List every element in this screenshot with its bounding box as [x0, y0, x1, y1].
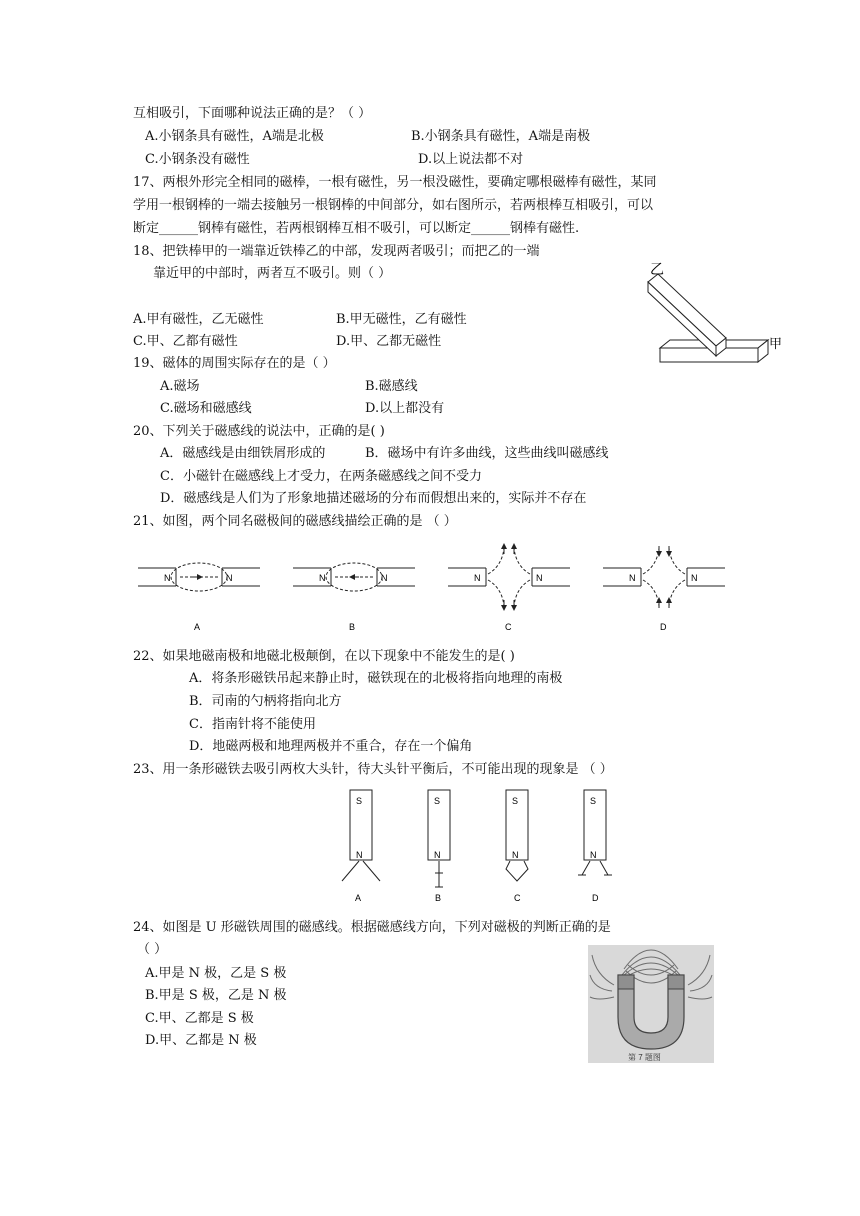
q24-paren: （ ）	[137, 942, 168, 957]
q19-option-a: A.磁场	[160, 379, 200, 394]
q16-stem: 互相吸引，下面哪种说法正确的是？（ ）	[133, 106, 372, 121]
q18-bars-figure	[640, 260, 790, 370]
q19-option-c: C.磁场和磁感线	[160, 401, 252, 416]
q24-stem: 24、如图是 U 形磁铁周围的磁感线。根据磁感线方向，下列对磁极的判断正确的是	[133, 920, 611, 935]
svg-text:B: B	[349, 622, 356, 632]
svg-text:A: A	[194, 622, 201, 632]
q18-label-yi: 乙	[650, 261, 664, 277]
q24-option-d: D.甲、乙都是 N 极	[145, 1033, 257, 1048]
svg-text:D: D	[660, 622, 667, 632]
q23-stem: 23、用一条形磁铁去吸引两枚大头针，待大头针平衡后，不可能出现的现象是 （ ）	[133, 762, 613, 777]
q16-option-d: D.以上说法都不对	[418, 152, 524, 167]
q21-diagram-d	[603, 546, 725, 632]
q21-stem: 21、如图，两个同名磁极间的磁感线描绘正确的是 （ ）	[133, 514, 457, 529]
q22-stem: 22、如果地磁南极和地磁北极颠倒，在以下现象中不能发生的是( )	[133, 649, 515, 664]
q24-figure-caption: 第 7 题图	[628, 1053, 661, 1062]
q18-option-c: C.甲、乙都有磁性	[133, 334, 238, 349]
q23-diagram-c	[506, 790, 528, 903]
q17-line-1: 17、两根外形完全相同的磁棒，一根有磁性，另一根没磁性，要确定哪根磁棒有磁性，某同	[133, 175, 657, 190]
q18-option-a: A.甲有磁性，乙无磁性	[133, 312, 264, 327]
svg-text:N: N	[164, 573, 171, 583]
q18-label-jia: 甲	[769, 336, 783, 351]
svg-text:S: S	[356, 796, 363, 806]
svg-text:C: C	[514, 893, 521, 903]
q18-line-1: 18、把铁棒甲的一端靠近铁棒乙的中部，发现两者吸引；而把乙的一端	[133, 244, 540, 259]
svg-text:S: S	[434, 796, 441, 806]
svg-text:C: C	[505, 622, 512, 632]
q17-line-2: 学用一根钢棒的一端去接触另一根钢棒的中间部分，如右图所示，若两根棒互相吸引，可以	[133, 198, 654, 213]
q22-option-d: D．地磁两极和地理两极并不重合，存在一个偏角	[189, 739, 473, 754]
svg-text:D: D	[592, 893, 599, 903]
q16-option-c: C.小钢条没有磁性	[145, 152, 250, 167]
q18-option-d: D.甲、乙都无磁性	[336, 334, 442, 349]
svg-text:S: S	[590, 796, 597, 806]
q22-option-a: A．将条形磁铁吊起来静止时，磁铁现在的北极将指向地理的南极	[189, 671, 563, 686]
q20-option-d: D．磁感线是人们为了形象地描述磁场的分布而假想出来的，实际并不存在	[160, 491, 587, 506]
q23-diagram-b	[428, 790, 450, 903]
q23-pins-figure	[330, 785, 630, 905]
q22-option-b: B．司南的勺柄将指向北方	[189, 694, 342, 709]
q19-option-b: B.磁感线	[365, 379, 418, 394]
q19-option-d: D.以上都没有	[365, 401, 445, 416]
q21-field-lines-figure	[130, 540, 730, 635]
svg-text:N: N	[691, 573, 698, 583]
q18-line-2: 靠近甲的中部时，两者互不吸引。则（ ）	[153, 266, 392, 281]
q19-stem: 19、磁体的周围实际存在的是（ ）	[133, 356, 336, 371]
q20-option-c: C．小磁针在磁感线上才受力，在两条磁感线之间不受力	[160, 469, 482, 484]
q23-diagram-d	[578, 790, 612, 903]
svg-text:N: N	[590, 850, 597, 860]
svg-text:N: N	[226, 573, 233, 583]
q21-diagram-a	[138, 563, 260, 632]
svg-text:A: A	[355, 893, 362, 903]
q18-option-b: B.甲无磁性，乙有磁性	[336, 312, 467, 327]
q16-option-b: B.小钢条具有磁性，A端是南极	[411, 129, 591, 144]
svg-text:N: N	[536, 573, 543, 583]
q20-option-a: A．磁感线是由细铁屑形成的	[160, 446, 326, 461]
q21-diagram-b	[293, 563, 415, 632]
svg-text:N: N	[629, 573, 636, 583]
q24-option-c: C.甲、乙都是 S 极	[145, 1011, 254, 1026]
q24-u-magnet-figure	[588, 945, 714, 1063]
svg-text:S: S	[512, 796, 519, 806]
q16-option-a: A.小钢条具有磁性，A端是北极	[145, 129, 324, 144]
q21-diagram-c	[448, 546, 570, 632]
svg-text:N: N	[474, 573, 481, 583]
q20-stem: 20、下列关于磁感线的说法中，正确的是( )	[133, 424, 385, 439]
q20-option-b: B．磁场中有许多曲线，这些曲线叫磁感线	[365, 446, 609, 461]
q24-option-b: B.甲是 S 极，乙是 N 极	[145, 988, 287, 1003]
q17-line-3: 断定______钢棒有磁性，若两根钢棒互相不吸引，可以断定______钢棒有磁性.	[133, 221, 580, 236]
svg-text:N: N	[381, 573, 388, 583]
svg-text:N: N	[512, 850, 519, 860]
svg-text:N: N	[434, 850, 441, 860]
svg-text:B: B	[435, 893, 442, 903]
svg-text:N: N	[356, 850, 363, 860]
q23-diagram-a	[342, 790, 380, 903]
q22-option-c: C．指南针将不能使用	[189, 717, 316, 732]
svg-text:N: N	[319, 573, 326, 583]
q24-option-a: A.甲是 N 极，乙是 S 极	[145, 966, 287, 981]
